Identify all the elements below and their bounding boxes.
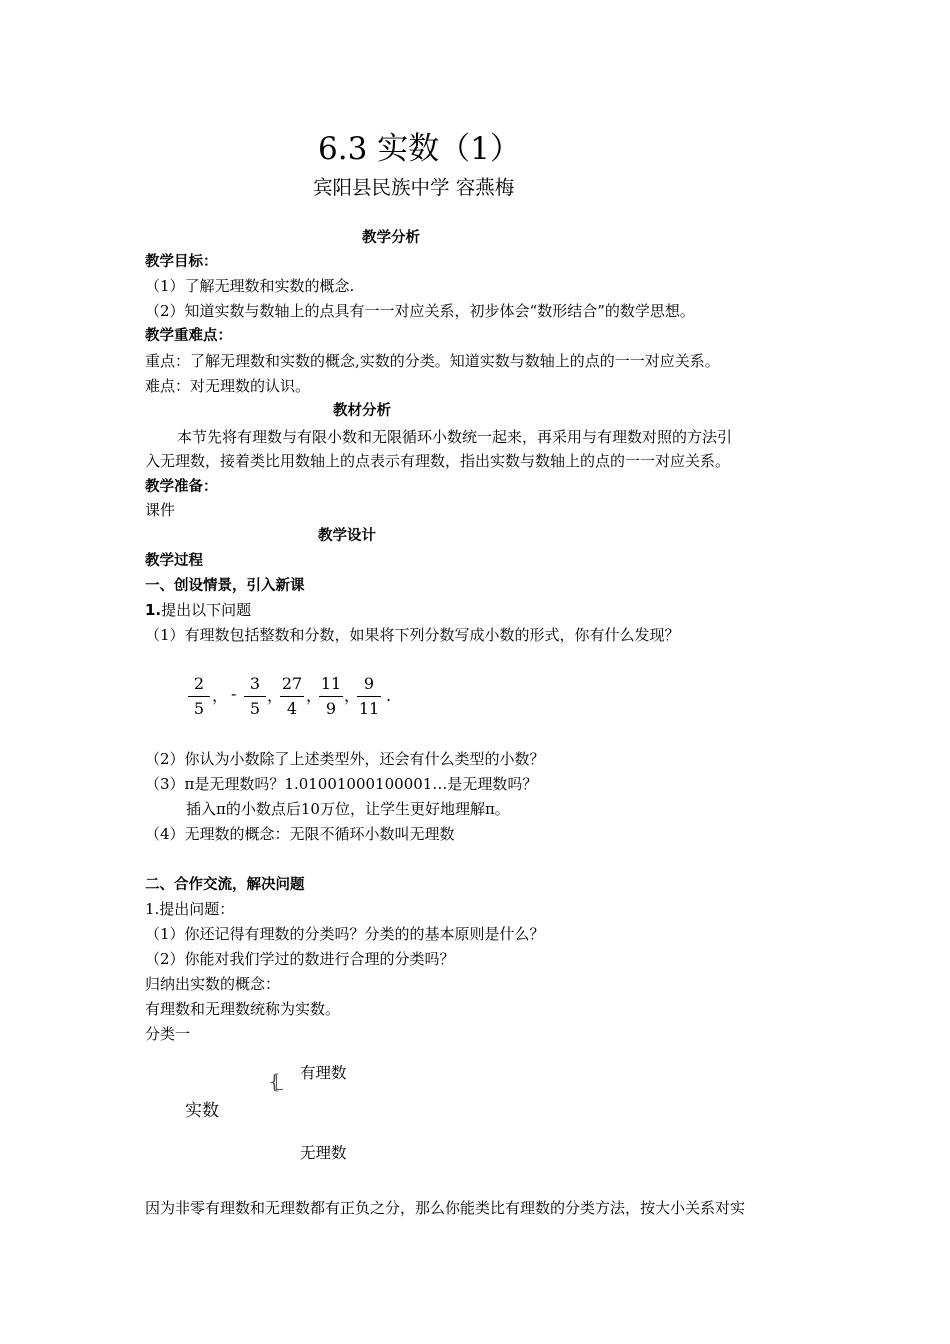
tree-bracket-mark bbox=[276, 1075, 283, 1090]
fraction-end: . bbox=[386, 686, 392, 705]
material-line-2: 入无理数，接着类比用数轴上的点表示有理数，指出实数与数轴上的点的一一对应关系。 bbox=[145, 452, 731, 470]
fraction-denominator: 5 bbox=[193, 699, 205, 718]
s2-item: 1.提出问题： bbox=[145, 900, 235, 918]
fraction-numerator: 11 bbox=[320, 674, 342, 693]
s1-item bbox=[145, 600, 251, 620]
prep-label: 教学准备： bbox=[145, 479, 218, 495]
section-2-title: 二、合作交流，解决问题 bbox=[145, 877, 305, 893]
process-label: 教学过程 bbox=[145, 553, 203, 569]
fraction-denominator: 11 bbox=[358, 699, 380, 718]
fraction-denominator: 9 bbox=[325, 699, 337, 718]
fraction-separator: ， bbox=[267, 686, 284, 705]
goal-1: （1）了解无理数和实数的概念. bbox=[145, 277, 355, 295]
section-1-title: 一、创设情景，引入新课 bbox=[145, 578, 305, 594]
fraction-separator: ， bbox=[344, 686, 361, 705]
key-point: 重点：了解无理数和实数的概念,实数的分类。知道实数与数轴上的点的一一对应关系。 bbox=[145, 352, 720, 370]
s2-class-label: 分类一 bbox=[145, 1025, 191, 1043]
fraction-separator: ， bbox=[212, 686, 229, 705]
minus-sign: - bbox=[231, 684, 237, 703]
heading-analysis: 教学分析 bbox=[362, 230, 420, 246]
s1-question-1: （1）有理数包括整数和分数，如果将下列分数写成小数的形式，你有什么发现？ bbox=[145, 626, 680, 644]
fraction-1 bbox=[188, 674, 210, 719]
goal-2: （2）知道实数与数轴上的点具有一一对应关系，初步体会“数形结合”的数学思想。 bbox=[145, 302, 695, 320]
s2-question-1: （1）你还记得有理数的分类吗？分类的的基本原则是什么？ bbox=[145, 925, 545, 943]
s1-item-text: 提出以下问题 bbox=[161, 601, 252, 619]
fraction-5 bbox=[357, 674, 381, 719]
tree-branch-rational: 有理数 bbox=[300, 1064, 347, 1082]
tree-root: 实数 bbox=[185, 1101, 219, 1121]
goals-label: 教学目标： bbox=[145, 254, 218, 270]
fraction-3 bbox=[280, 674, 304, 719]
s1-item-number: 1. bbox=[145, 601, 162, 619]
s1-question-4: （4）无理数的概念：无限不循环小数叫无理数 bbox=[145, 825, 455, 843]
s1-question-3-note: 插入π的小数点后10万位，让学生更好地理解π。 bbox=[186, 800, 510, 818]
s2-definition: 有理数和无理数统称为实数。 bbox=[145, 1000, 341, 1018]
s1-question-2: （2）你认为小数除了上述类型外，还会有什么类型的小数？ bbox=[145, 750, 545, 768]
page-title: 6.3 实数（1） bbox=[318, 131, 521, 167]
tree-brace: { bbox=[268, 1069, 281, 1093]
author-line: 宾阳县民族中学 容燕梅 bbox=[313, 176, 515, 199]
fraction-denominator: 5 bbox=[249, 699, 261, 718]
fraction-numerator: 27 bbox=[281, 674, 303, 693]
fraction-2 bbox=[244, 674, 266, 719]
s2-question-2: （2）你能对我们学过的数进行合理的分类吗？ bbox=[145, 950, 455, 968]
fraction-numerator: 3 bbox=[249, 674, 261, 693]
prep-value: 课件 bbox=[145, 501, 176, 519]
fraction-4 bbox=[319, 674, 343, 719]
heading-material: 教材分析 bbox=[333, 403, 391, 419]
material-line-1: 本节先将有理数与有限小数和无限循环小数统一起来，再采用与有理数对照的方法引 bbox=[177, 428, 733, 446]
key-points-label: 教学重难点： bbox=[145, 328, 232, 344]
fraction-denominator: 4 bbox=[286, 699, 298, 718]
fraction-numerator: 2 bbox=[193, 674, 205, 693]
fraction-separator: ， bbox=[306, 686, 323, 705]
heading-design: 教学设计 bbox=[318, 528, 376, 544]
last-line: 因为非零有理数和无理数都有正负之分，那么你能类比有理数的分类方法，按大小关系对实 bbox=[145, 1199, 746, 1217]
tree-branch-irrational: 无理数 bbox=[300, 1144, 347, 1162]
difficult-point: 难点：对无理数的认识。 bbox=[145, 377, 311, 395]
s2-summary: 归纳出实数的概念： bbox=[145, 975, 281, 993]
s1-question-3: （3）π是无理数吗？1.01001000100001…是无理数吗？ bbox=[145, 775, 538, 793]
fraction-numerator: 9 bbox=[363, 674, 375, 693]
